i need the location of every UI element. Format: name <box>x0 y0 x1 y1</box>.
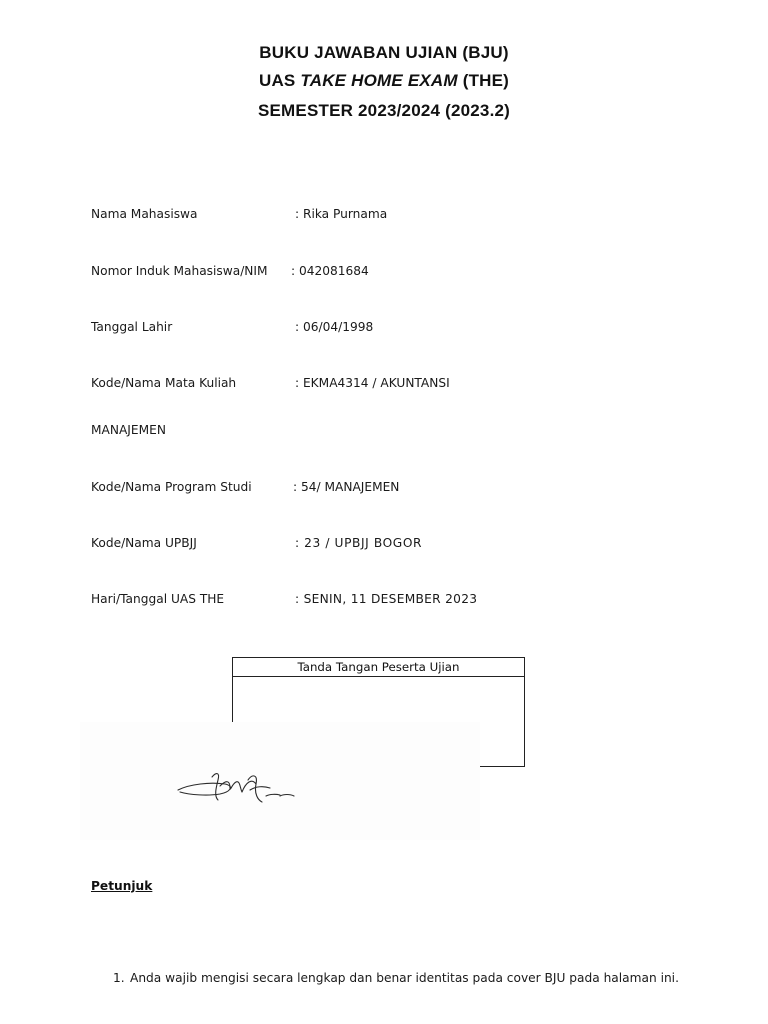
birth-date-label: Tanggal Lahir <box>91 320 173 334</box>
exam-type-prefix: UAS <box>258 71 301 90</box>
instructions-heading: Petunjuk <box>91 879 153 893</box>
exam-date-label: Hari/Tanggal UAS THE <box>91 592 225 606</box>
instruction-number: 1. <box>113 971 125 985</box>
study-program-value: : 54/ MANAJEMEN <box>293 480 400 494</box>
student-name-value: : Rika Purnama <box>295 207 388 221</box>
instruction-text: Anda wajib mengisi secara lengkap dan benar identitas pada cover BJU pada halaman ini. <box>130 971 679 985</box>
course-value-continuation: MANAJEMEN <box>91 423 166 437</box>
handwritten-signature <box>80 722 480 840</box>
birth-date-value: : 06/04/1998 <box>295 320 374 334</box>
course-value: : EKMA4314 / AKUNTANSI <box>295 376 450 390</box>
course-label: Kode/Nama Mata Kuliah <box>91 376 237 390</box>
upbjj-label: Kode/Nama UPBJJ <box>91 536 197 550</box>
nim-label: Nomor Induk Mahasiswa/NIM <box>91 264 268 278</box>
signature-image <box>80 722 480 840</box>
nim-value: : 042081684 <box>291 264 369 278</box>
exam-type-italic: TAKE HOME EXAM <box>300 71 458 90</box>
exam-type-heading <box>0 71 768 91</box>
upbjj-value: : 23 / UPBJJ BOGOR <box>295 536 423 550</box>
exam-type-suffix: (THE) <box>457 71 510 90</box>
semester-heading: SEMESTER 2023/2024 (2023.2) <box>257 101 511 120</box>
document-title: BUKU JAWABAN UJIAN (BJU) <box>259 43 509 62</box>
student-name-label: Nama Mahasiswa <box>91 207 198 221</box>
exam-date-value: : SENIN, 11 DESEMBER 2023 <box>295 592 478 606</box>
instruction-item <box>113 971 679 985</box>
signature-box-header: Tanda Tangan Peserta Ujian <box>233 658 524 677</box>
study-program-label: Kode/Nama Program Studi <box>91 480 252 494</box>
